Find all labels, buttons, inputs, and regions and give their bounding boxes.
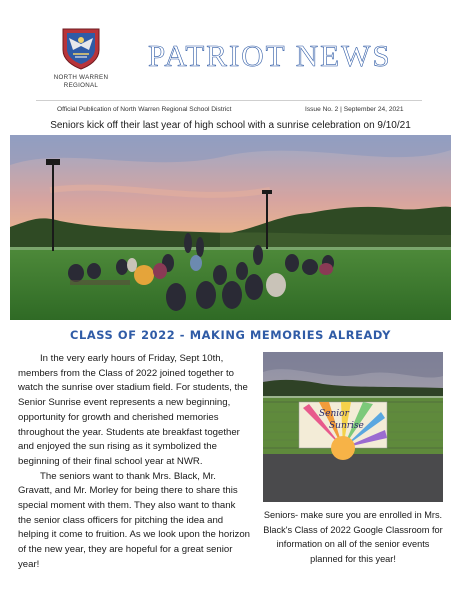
sign-text-line1: Senior <box>319 409 349 419</box>
article-paragraph-1: In the very early hours of Friday, Sept 10th, members from the Class of 2022 joined together to watch the sunrise over stadium field. For students, the Senior Sunrise event represents a new beginning, opportunity for growth and cherished memories throughout the year. Students ate breakfast together and enjoyed the sun rising as it symbolized the beginning of their final school year at NWR. <box>18 353 248 467</box>
school-name <box>40 74 122 90</box>
school-name-line2: REGIONAL <box>63 82 99 89</box>
hero-caption: Seniors kick off their last year of high school with a sunrise celebration on 9/10/21 <box>50 120 411 131</box>
article-paragraph-2: The seniors want to thank Mrs. Black, Mr. Gravatt, and Mr. Morley for being there to share this special moment with them. They also want to thank the senior class officers for pitching the idea and helping it come to fruition. As we look upon the horizon of the new year, they are hopeful for a great senior year! <box>18 470 250 570</box>
side-caption: Seniors- make sure you are enrolled in Mrs. Black's Class of 2022 Google Classroom for information on all of the senior events planned for this year! <box>263 510 443 564</box>
school-crest-icon <box>59 26 103 70</box>
sign-text-line2: Sunrise <box>329 421 364 431</box>
hero-photo <box>10 135 451 320</box>
school-name-line1: NORTH WARREN <box>53 74 109 81</box>
header-divider <box>36 100 422 101</box>
issue-line: Issue No. 2 | September 24, 2021 <box>305 106 404 113</box>
senior-sunrise-sign-photo <box>263 352 443 502</box>
section-heading: CLASS OF 2022 - MAKING MEMORIES ALREADY <box>70 328 391 342</box>
masthead-title: PATRIOT NEWS <box>148 38 392 73</box>
publication-line: Official Publication of North Warren Regional School District <box>57 106 232 113</box>
article-body <box>18 352 250 573</box>
